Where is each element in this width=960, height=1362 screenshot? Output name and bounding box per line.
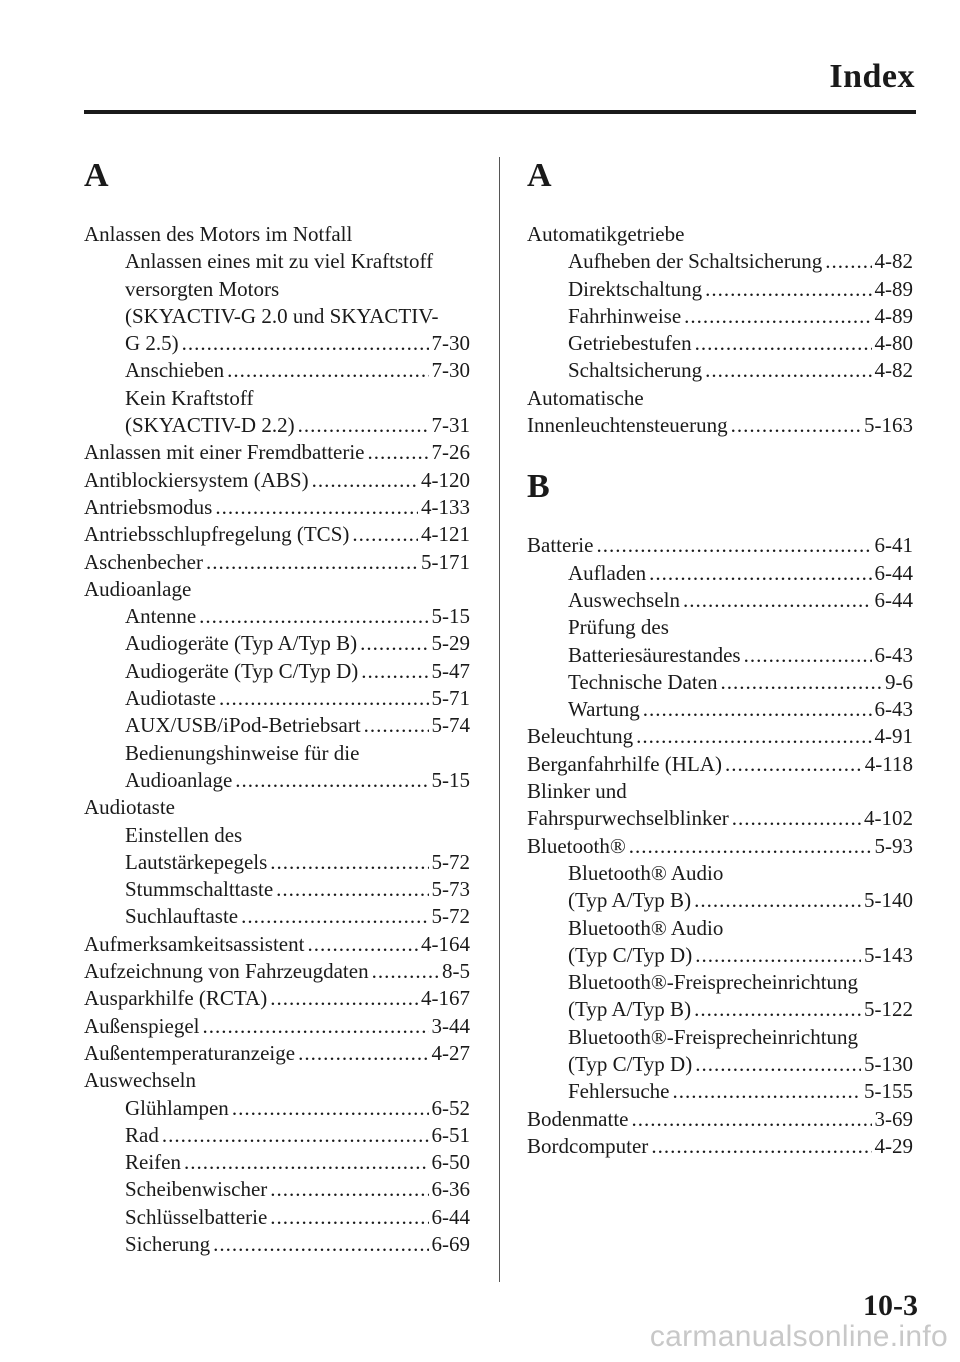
entry-label: (Typ A/Typ B) — [568, 997, 692, 1022]
entry-label: Berganfahrhilfe (HLA) — [527, 751, 722, 776]
index-subentry — [84, 248, 470, 275]
entry-page-ref: 5-155 — [864, 1079, 913, 1104]
entry-label: Anschieben — [125, 358, 225, 383]
dot-leader — [352, 521, 418, 548]
index-subentry — [527, 614, 913, 641]
entry-page-ref: 5-15 — [431, 604, 470, 629]
dot-leader — [162, 1122, 429, 1149]
entry-label: Außentemperaturanzeige — [84, 1040, 296, 1065]
index-subentry — [84, 712, 470, 739]
index-subentry — [84, 876, 470, 903]
index-entry — [84, 1067, 470, 1094]
entry-label: Audioanlage — [125, 767, 233, 792]
entry-label: Schaltsicherung — [568, 358, 703, 383]
entry-page-ref: 7-30 — [431, 358, 470, 383]
entry-page-ref: 4-89 — [874, 303, 913, 328]
entry-page-ref: 4-121 — [421, 522, 470, 547]
left-index-column — [84, 148, 470, 1258]
entry-page-ref: 6-44 — [874, 560, 913, 585]
dot-leader — [721, 669, 882, 696]
index-subentry — [84, 767, 470, 794]
entry-label: Anlassen eines mit zu viel Kraftstoff — [125, 249, 434, 274]
entry-label: Audioanlage — [84, 576, 192, 601]
entry-label: Beleuchtung — [527, 724, 634, 749]
entry-page-ref: 4-102 — [864, 806, 913, 831]
index-entry — [527, 723, 913, 750]
entry-label: Bedienungshinweise für die — [125, 740, 360, 765]
index-subentry — [527, 560, 913, 587]
index-entry — [84, 549, 470, 576]
entry-page-ref: 6-41 — [874, 533, 913, 558]
dot-leader — [695, 330, 872, 357]
dot-leader — [235, 767, 428, 794]
dot-leader — [636, 723, 871, 750]
entry-page-ref: 6-52 — [431, 1095, 470, 1120]
entry-label: Audiotaste — [125, 686, 216, 711]
entry-label: Batteriesäurestandes — [568, 642, 741, 667]
dot-leader — [372, 958, 439, 985]
entry-page-ref: 6-43 — [874, 697, 913, 722]
dot-leader — [705, 276, 871, 303]
index-subentry — [527, 1078, 913, 1105]
section-gap — [84, 203, 470, 221]
entry-page-ref: 4-167 — [421, 986, 470, 1011]
entry-label: Technische Daten — [568, 669, 718, 694]
index-subentry — [527, 969, 913, 996]
dot-leader — [725, 751, 862, 778]
index-subentry — [84, 740, 470, 767]
index-subentry — [527, 860, 913, 887]
dot-leader — [270, 1204, 428, 1231]
dot-leader — [825, 248, 871, 275]
entry-label: Audiogeräte (Typ A/Typ B) — [125, 631, 358, 656]
index-entry — [527, 778, 913, 805]
entry-label: Batterie — [527, 533, 594, 558]
entry-label: Fahrhinweise — [568, 303, 682, 328]
index-subentry — [84, 357, 470, 384]
dot-leader — [182, 330, 429, 357]
entry-page-ref: 9-6 — [885, 669, 913, 694]
dot-leader — [215, 494, 418, 521]
index-subentry — [84, 1231, 470, 1258]
entry-page-ref: 5-163 — [864, 413, 913, 438]
entry-page-ref: 5-140 — [864, 888, 913, 913]
entry-page-ref: 5-72 — [431, 849, 470, 874]
entry-label: Suchlauftaste — [125, 904, 239, 929]
entry-label: Einstellen des — [125, 822, 243, 847]
entry-label: Scheibenwischer — [125, 1177, 268, 1202]
dot-leader — [232, 1095, 429, 1122]
index-entry-list — [84, 221, 470, 1258]
entry-page-ref: 6-51 — [431, 1122, 470, 1147]
index-subentry — [527, 357, 913, 384]
entry-label: Auswechseln — [84, 1068, 196, 1093]
index-entry — [527, 1133, 913, 1160]
entry-label: Getriebestufen — [568, 331, 692, 356]
dot-leader — [629, 833, 872, 860]
index-subentry — [84, 276, 470, 303]
index-entry — [84, 467, 470, 494]
entry-page-ref: 5-74 — [431, 713, 470, 738]
entry-label: Prüfung des — [568, 615, 669, 640]
dot-leader — [744, 642, 872, 669]
entry-page-ref: 4-80 — [874, 331, 913, 356]
entry-page-ref: 6-69 — [431, 1231, 470, 1256]
watermark: carmanualsonline.info — [649, 1320, 948, 1353]
entry-page-ref: 6-36 — [431, 1177, 470, 1202]
dot-leader — [298, 412, 429, 439]
entry-label: Anlassen mit einer Fremdbatterie — [84, 440, 365, 465]
dot-leader — [643, 696, 872, 723]
index-subentry — [84, 822, 470, 849]
index-entry — [84, 576, 470, 603]
index-subentry — [84, 1122, 470, 1149]
index-subentry — [527, 669, 913, 696]
index-subentry — [527, 276, 913, 303]
index-subentry — [527, 1051, 913, 1078]
entry-page-ref: 6-43 — [874, 642, 913, 667]
index-subentry — [84, 330, 470, 357]
section-gap — [527, 203, 913, 221]
entry-label: Innenleuchtensteuerung — [527, 413, 728, 438]
entry-label: (SKYACTIV-D 2.2) — [125, 413, 295, 438]
index-entry-list — [527, 221, 913, 439]
right-index-column — [527, 148, 913, 1160]
index-subentry — [527, 587, 913, 614]
entry-page-ref: 6-50 — [431, 1150, 470, 1175]
index-subentry — [84, 903, 470, 930]
section-letter-b: B — [527, 468, 550, 506]
entry-page-ref: 5-71 — [431, 686, 470, 711]
index-entry — [527, 805, 913, 832]
index-entry — [84, 958, 470, 985]
entry-label: Antenne — [125, 604, 197, 629]
dot-leader — [672, 1078, 861, 1105]
entry-label: Bodenmatte — [527, 1106, 629, 1131]
index-entry — [527, 221, 913, 248]
index-subentry — [84, 603, 470, 630]
entry-label: Automatikgetriebe — [527, 222, 685, 246]
entry-label: Kein Kraftstoff — [125, 385, 254, 410]
index-entry — [527, 532, 913, 559]
dot-leader — [276, 876, 428, 903]
entry-label: Aufzeichnung von Fahrzeugdaten — [84, 959, 369, 984]
index-entry — [84, 1013, 470, 1040]
index-subentry — [527, 915, 913, 942]
entry-page-ref: 4-133 — [421, 494, 470, 519]
entry-label: Bluetooth® Audio — [568, 860, 724, 885]
entry-label: Glühlampen — [125, 1095, 229, 1120]
entry-label: Direktschaltung — [568, 276, 703, 301]
index-entry — [527, 833, 913, 860]
dot-leader — [202, 1013, 428, 1040]
entry-page-ref: 4-29 — [874, 1133, 913, 1158]
entry-label: (SKYACTIV-G 2.0 und SKYACTIV- — [125, 303, 439, 328]
entry-label: Fahrspurwechselblinker — [527, 806, 729, 831]
dot-leader — [360, 630, 428, 657]
dot-leader — [307, 931, 418, 958]
index-subentry — [527, 696, 913, 723]
index-entry — [527, 385, 913, 412]
entry-page-ref: 5-122 — [864, 997, 913, 1022]
entry-label: Bluetooth®-Freisprecheinrichtung — [568, 1024, 859, 1049]
index-entry-list — [527, 532, 913, 1160]
index-entry — [527, 412, 913, 439]
entry-label: Bordcomputer — [527, 1133, 649, 1158]
dot-leader — [206, 549, 418, 576]
entry-label: Antiblockiersystem (ABS) — [84, 467, 309, 492]
entry-page-ref: 5-73 — [431, 877, 470, 902]
entry-page-ref: 4-118 — [864, 751, 913, 776]
entry-label: Automatische — [527, 385, 644, 410]
entry-label: Antriebsmodus — [84, 494, 213, 519]
entry-label: Antriebsschlupfregelung (TCS) — [84, 522, 350, 547]
dot-leader — [298, 1040, 428, 1067]
entry-page-ref: 3-69 — [874, 1106, 913, 1131]
index-entry — [527, 751, 913, 778]
dot-leader — [683, 587, 872, 614]
entry-label: AUX/USB/iPod-Betriebsart — [125, 713, 361, 738]
index-subentry — [527, 330, 913, 357]
index-entry — [84, 439, 470, 466]
entry-label: Aufheben der Schaltsicherung — [568, 249, 823, 274]
dot-leader — [694, 887, 861, 914]
entry-label: (Typ C/Typ D) — [568, 942, 693, 967]
dot-leader — [651, 1133, 871, 1160]
index-entry — [84, 985, 470, 1012]
dot-leader — [241, 903, 428, 930]
index-subentry — [527, 303, 913, 330]
entry-label: versorgten Motors — [125, 276, 280, 301]
entry-page-ref: 8-5 — [442, 959, 470, 984]
page-number: 10-3 — [863, 1289, 918, 1322]
entry-page-ref: 4-82 — [874, 358, 913, 383]
entry-label: Aufladen — [568, 560, 647, 585]
index-subentry — [84, 1204, 470, 1231]
column-divider — [499, 157, 500, 1282]
header-rule — [84, 110, 916, 114]
entry-label: Bluetooth® — [527, 833, 626, 858]
index-subentry — [84, 1176, 470, 1203]
entry-page-ref: 4-91 — [874, 724, 913, 749]
entry-page-ref: 4-27 — [431, 1040, 470, 1065]
index-subentry — [527, 1024, 913, 1051]
section-gap — [527, 439, 913, 459]
entry-label: Rad — [125, 1122, 159, 1147]
entry-page-ref: 5-130 — [864, 1052, 913, 1077]
entry-page-ref: 3-44 — [431, 1013, 470, 1038]
entry-label: Ausparkhilfe (RCTA) — [84, 986, 268, 1011]
entry-label: Fehlersuche — [568, 1079, 670, 1104]
entry-page-ref: 4-164 — [421, 931, 470, 956]
entry-label: Blinker und — [527, 779, 627, 804]
dot-leader — [596, 532, 871, 559]
dot-leader — [364, 712, 429, 739]
index-subentry — [527, 887, 913, 914]
index-entry — [84, 794, 470, 821]
dot-leader — [732, 805, 861, 832]
entry-label: Außenspiegel — [84, 1013, 200, 1038]
dot-leader — [368, 439, 429, 466]
index-subentry — [527, 248, 913, 275]
index-entry — [84, 931, 470, 958]
index-subentry — [84, 849, 470, 876]
entry-label: Schlüsselbatterie — [125, 1204, 268, 1229]
index-entry — [84, 494, 470, 521]
entry-page-ref: 5-47 — [431, 658, 470, 683]
entry-label: (Typ A/Typ B) — [568, 888, 692, 913]
dot-leader — [270, 1176, 428, 1203]
dot-leader — [213, 1231, 428, 1258]
dot-leader — [219, 685, 429, 712]
page-title: Index — [829, 58, 915, 95]
entry-label: (Typ C/Typ D) — [568, 1052, 693, 1077]
dot-leader — [631, 1106, 871, 1133]
entry-page-ref: 7-26 — [431, 440, 470, 465]
dot-leader — [270, 985, 418, 1012]
index-subentry — [84, 303, 470, 330]
index-subentry — [527, 942, 913, 969]
dot-leader — [695, 942, 861, 969]
dot-leader — [694, 996, 861, 1023]
entry-label: Bluetooth®-Freisprecheinrichtung — [568, 970, 859, 995]
entry-page-ref: 5-72 — [431, 904, 470, 929]
entry-label: Aufmerksamkeitsassistent — [84, 931, 305, 956]
entry-label: Bluetooth® Audio — [568, 915, 724, 940]
index-subentry — [84, 385, 470, 412]
dot-leader — [684, 303, 871, 330]
entry-label: Lautstärkepegels — [125, 849, 268, 874]
entry-page-ref: 5-15 — [431, 767, 470, 792]
index-subentry — [527, 642, 913, 669]
entry-label: Audiotaste — [84, 795, 175, 820]
entry-page-ref: 4-89 — [874, 276, 913, 301]
index-subentry — [527, 996, 913, 1023]
dot-leader — [695, 1051, 861, 1078]
dot-leader — [270, 849, 428, 876]
entry-page-ref: 5-143 — [864, 942, 913, 967]
dot-leader — [227, 357, 428, 384]
entry-page-ref: 7-31 — [431, 413, 470, 438]
index-subentry — [84, 685, 470, 712]
index-entry — [84, 221, 470, 248]
dot-leader — [199, 603, 428, 630]
dot-leader — [705, 357, 871, 384]
entry-label: Stummschalttaste — [125, 877, 274, 902]
index-subentry — [84, 1095, 470, 1122]
dot-leader — [731, 412, 861, 439]
section-gap — [527, 514, 913, 532]
entry-page-ref: 4-82 — [874, 249, 913, 274]
dot-leader — [184, 1149, 429, 1176]
dot-leader — [649, 560, 871, 587]
entry-label: Anlassen des Motors im Notfall — [84, 222, 353, 246]
index-subentry — [84, 412, 470, 439]
entry-page-ref: 5-171 — [421, 549, 470, 574]
section-letter-a: A — [84, 157, 109, 194]
entry-label: Aschenbecher — [84, 549, 203, 574]
index-subentry — [84, 1149, 470, 1176]
entry-label: Wartung — [568, 697, 640, 722]
index-entry — [84, 1040, 470, 1067]
index-entry — [84, 521, 470, 548]
entry-page-ref: 6-44 — [874, 587, 913, 612]
entry-label: Auswechseln — [568, 587, 680, 612]
entry-page-ref: 7-30 — [431, 331, 470, 356]
entry-page-ref: 5-29 — [431, 631, 470, 656]
entry-label: G 2.5) — [125, 331, 179, 356]
entry-page-ref: 4-120 — [421, 467, 470, 492]
dot-leader — [361, 658, 428, 685]
entry-label: Audiogeräte (Typ C/Typ D) — [125, 658, 359, 683]
index-subentry — [84, 658, 470, 685]
index-entry — [527, 1106, 913, 1133]
entry-page-ref: 6-44 — [431, 1204, 470, 1229]
entry-label: Reifen — [125, 1150, 181, 1175]
entry-page-ref: 5-93 — [874, 833, 913, 858]
index-subentry — [84, 630, 470, 657]
entry-label: Sicherung — [125, 1231, 211, 1256]
dot-leader — [312, 467, 418, 494]
section-letter-a: A — [527, 157, 552, 194]
